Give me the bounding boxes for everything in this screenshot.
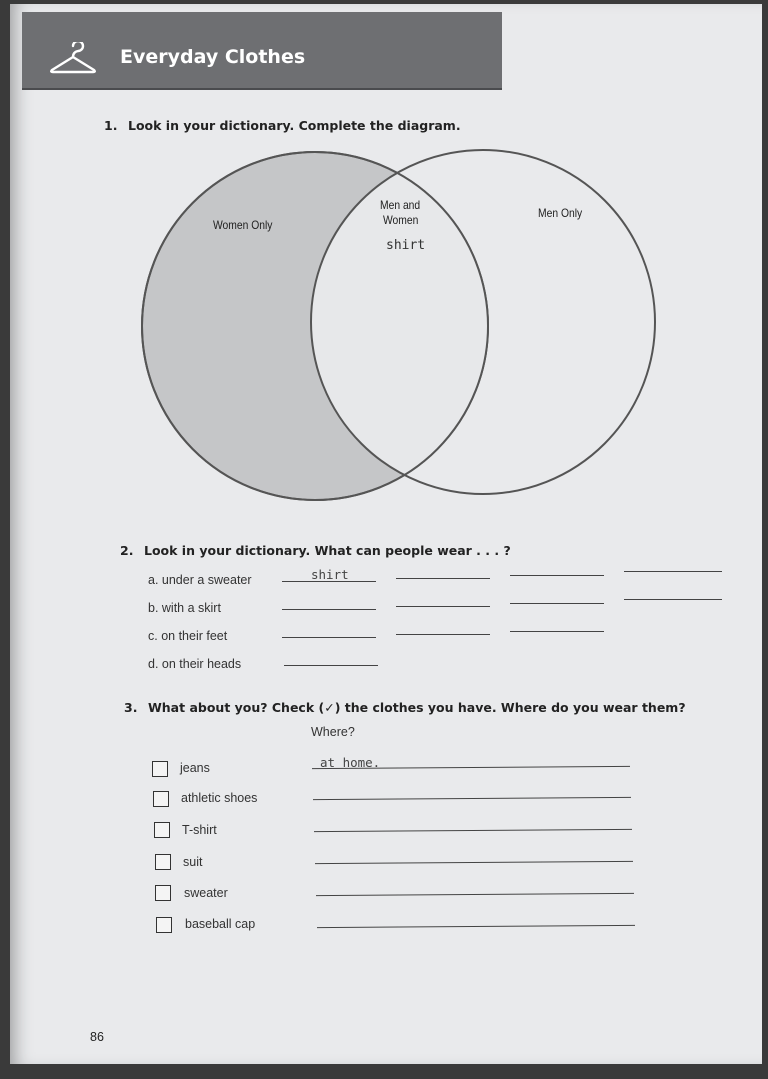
- q2-row-a-answer: shirt: [311, 567, 349, 582]
- question-1-title: [104, 118, 461, 133]
- athletic-shoes-where-line[interactable]: [313, 797, 631, 800]
- women-only-label: Women Only: [213, 218, 273, 232]
- q2-b-blank-1[interactable]: [282, 609, 376, 610]
- q2-a-blank-2[interactable]: [396, 578, 490, 579]
- q2-a-blank-4[interactable]: [624, 571, 722, 572]
- section-banner: [22, 12, 502, 88]
- athletic-shoes-checkbox[interactable]: [153, 791, 169, 807]
- jeans-answer: at home.: [320, 755, 381, 770]
- baseball-cap-checkbox[interactable]: [156, 917, 172, 933]
- suit-where-line[interactable]: [315, 861, 633, 864]
- question-2-prompt: Look in your dictionary. What can people wear . . . ?: [144, 543, 511, 558]
- q2-a-blank-3[interactable]: [510, 575, 604, 576]
- sweater-where-line[interactable]: [316, 893, 634, 896]
- q2-b-blank-3[interactable]: [510, 603, 604, 604]
- baseball-cap-where-line[interactable]: [317, 925, 635, 928]
- athletic-shoes-label: athletic shoes: [181, 791, 258, 805]
- q2-row-b-label: b. with a skirt: [148, 601, 221, 615]
- men-and-women-label-line2: Women: [383, 213, 419, 227]
- q2-d-blank-1[interactable]: [284, 665, 378, 666]
- question-2-number: 2.: [120, 543, 134, 558]
- q2-c-blank-3[interactable]: [510, 631, 604, 632]
- sweater-label: sweater: [184, 886, 228, 900]
- t-shirt-checkbox[interactable]: [154, 822, 170, 838]
- question-3-title: [124, 700, 686, 715]
- q2-row-c-label: c. on their feet: [148, 629, 228, 643]
- center-answer: shirt: [386, 238, 426, 253]
- q2-row-d-label: d. on their heads: [148, 657, 242, 671]
- sweater-checkbox[interactable]: [155, 885, 171, 901]
- t-shirt-label: T-shirt: [182, 823, 217, 837]
- where-label: Where?: [311, 725, 355, 739]
- men-and-women-label-line1: Men and: [380, 198, 421, 212]
- q2-c-blank-2[interactable]: [396, 634, 490, 635]
- jeans-label: jeans: [180, 761, 210, 775]
- bottom-edge: [0, 1064, 768, 1079]
- suit-label: suit: [183, 855, 203, 869]
- suit-checkbox[interactable]: [155, 854, 171, 870]
- q2-c-blank-1[interactable]: [282, 637, 376, 638]
- q2-row-a-label: a. under a sweater: [148, 573, 252, 587]
- question-3-prompt: What about you? Check (✓) the clothes you have. Where do you wear them?: [148, 700, 686, 715]
- page-title: Everyday Clothes: [120, 46, 306, 68]
- q2-a-blank-1[interactable]: [282, 581, 376, 582]
- baseball-cap-label: baseball cap: [185, 917, 256, 931]
- t-shirt-where-line[interactable]: [314, 829, 632, 832]
- jeans-checkbox[interactable]: [152, 761, 168, 777]
- question-1-number: 1.: [104, 118, 118, 133]
- workbook-page: [10, 4, 762, 1064]
- men-only-label: Men Only: [538, 206, 583, 220]
- page-number: 86: [90, 1030, 104, 1044]
- question-1-prompt: Look in your dictionary. Complete the diagram.: [128, 118, 461, 133]
- question-2-title: [120, 543, 511, 558]
- hanger-icon: [48, 42, 98, 76]
- q2-b-blank-2[interactable]: [396, 606, 490, 607]
- question-3-number: 3.: [124, 700, 138, 715]
- q2-b-blank-4[interactable]: [624, 599, 722, 600]
- venn-diagram: [140, 144, 680, 514]
